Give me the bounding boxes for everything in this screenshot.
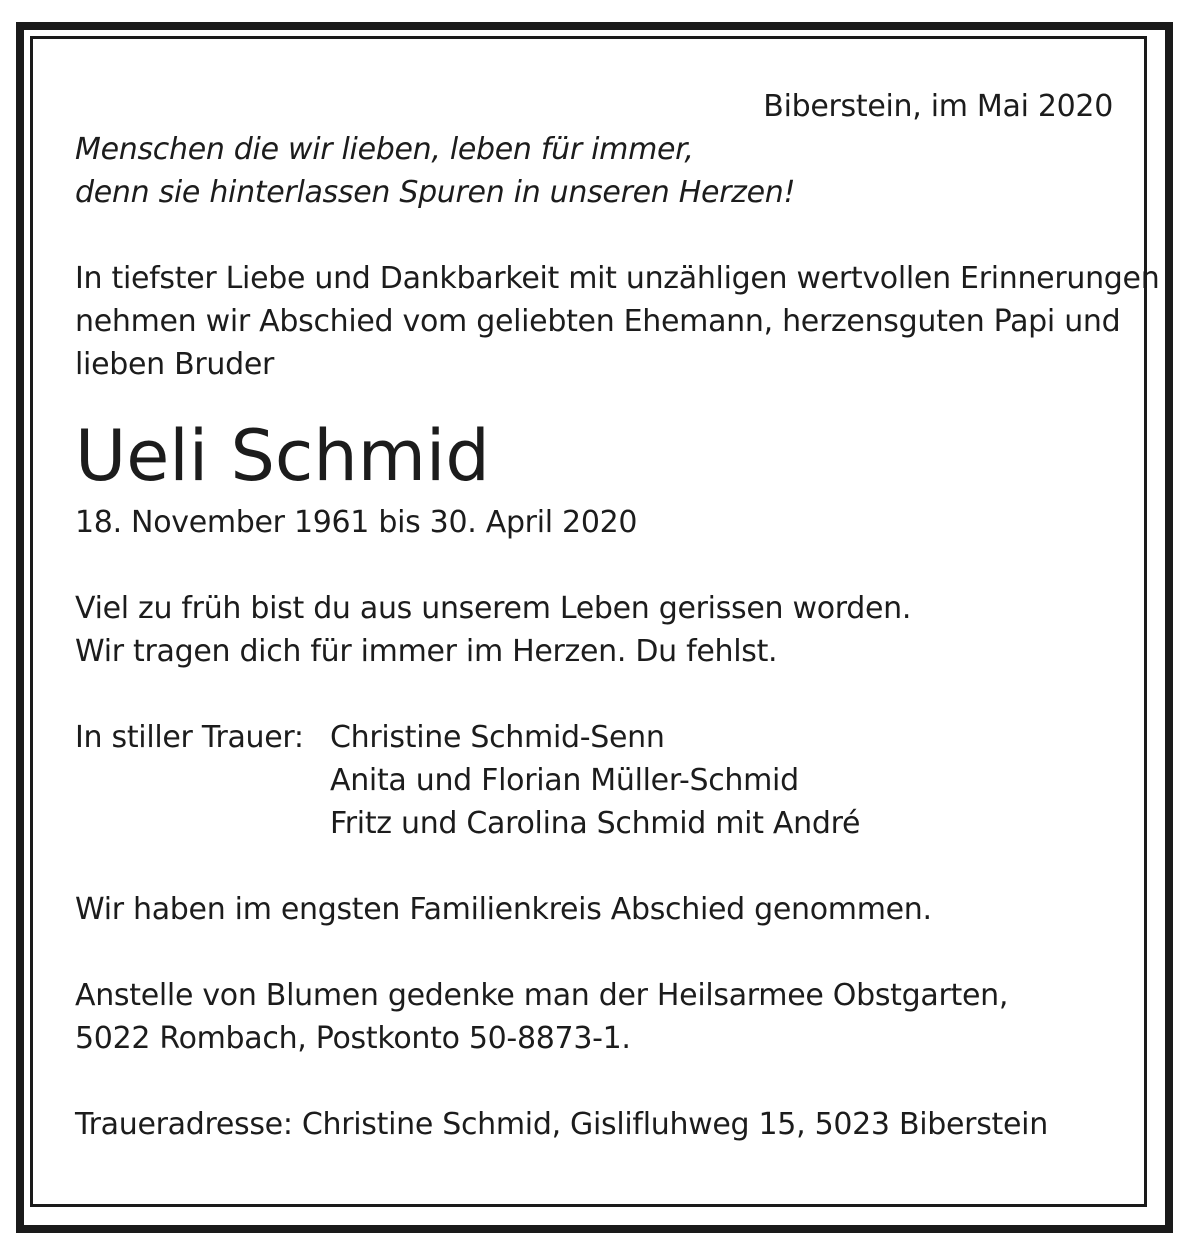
- lifespan-dates: 18. November 1961 bis 30. April 2020: [75, 505, 638, 540]
- mourners-list: [330, 716, 1115, 845]
- donation-note: [75, 974, 1115, 1060]
- intro-line: lieben Bruder: [75, 347, 275, 382]
- mourner-name: Anita und Florian Müller-Schmid: [330, 763, 799, 798]
- farewell-line: Wir tragen dich für immer im Herzen. Du fehlst.: [75, 634, 778, 669]
- family-note: Wir haben im engsten Familienkreis Abschied genommen.: [75, 892, 932, 927]
- motto-line: Menschen die wir lieben, leben für immer,: [75, 132, 694, 167]
- mourner-name: Christine Schmid-Senn: [330, 720, 665, 755]
- intro-line: In tiefster Liebe und Dankbarkeit mit unzähligen wertvollen Erinnerungen: [75, 261, 1160, 296]
- deceased-name: Ueli Schmid: [75, 415, 490, 497]
- intro-paragraph: [75, 257, 1160, 386]
- obituary-notice: [75, 85, 1160, 1146]
- mourning-address: Traueradresse: Christine Schmid, Gislifluhweg 15, 5023 Biberstein: [75, 1107, 1048, 1142]
- mourner-name: Fritz und Carolina Schmid mit André: [330, 806, 861, 841]
- donation-line: Anstelle von Blumen gedenke man der Heilsarmee Obstgarten,: [75, 978, 1009, 1013]
- intro-line: nehmen wir Abschied vom geliebten Ehemann, herzensguten Papi und: [75, 304, 1121, 339]
- motto-line: denn sie hinterlassen Spuren in unseren Herzen!: [75, 175, 796, 210]
- mourners-label: In stiller Trauer:: [75, 720, 304, 755]
- place-date-line: Biberstein, im Mai 2020: [763, 89, 1113, 124]
- donation-line: 5022 Rombach, Postkonto 50-8873-1.: [75, 1021, 631, 1056]
- motto-quote: [75, 128, 1115, 214]
- mourners-section: [75, 716, 1115, 845]
- farewell-line: Viel zu früh bist du aus unserem Leben gerissen worden.: [75, 591, 912, 626]
- farewell-paragraph: [75, 587, 1115, 673]
